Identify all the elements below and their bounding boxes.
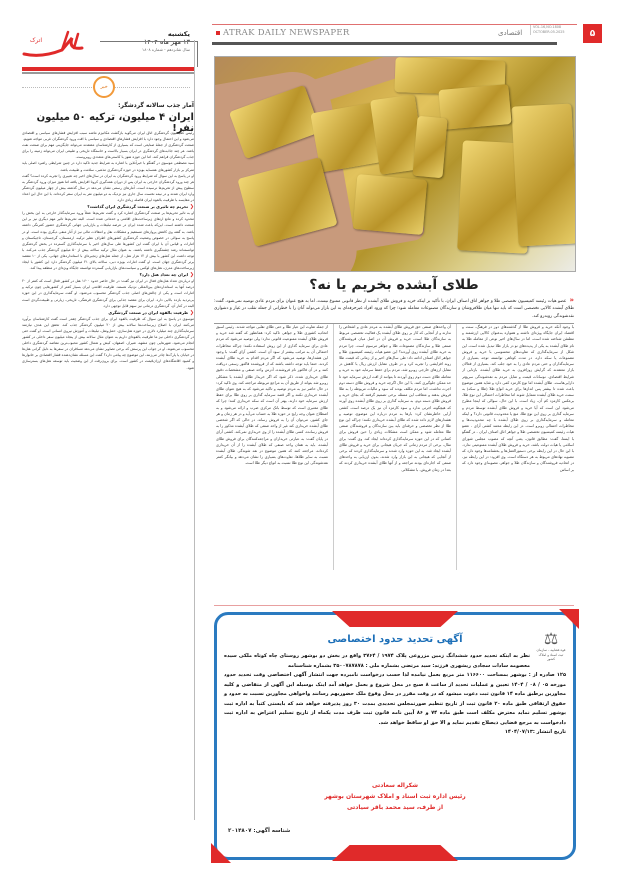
left-paragraph: او در پاسخ به این سوال که شرایط ورود گردشگران به ایران در سال‌های اخیر چه تغییری را تجربه کرده است؟ گفت هر چند ورود گردشگران خارجی به ایران پس از دوران همه‌گیری کرونا افزایش یافته اما هنوز میزان ورود گردشگر به سطوح پیش از تحریم‌ها نرسیده است. آمارهای رسمی نشان می‌دهد در سال گذشته بیش از چهار میلیون گردشگر وارد ایران شدند و در نیمه نخست سال جاری نیز نزدیک به دو میلیون نفر به ایران سفر کرده‌اند. با این حال این اعداد در مقایسه با ظرفیت بالقوه ایران فاصله زیادی دارد. <box>22 173 194 203</box>
main-column-1 <box>462 324 574 570</box>
ad-top-tab <box>332 611 458 627</box>
masthead-divider <box>100 41 198 42</box>
left-section-text: موسوی در پاسخ به این سوال که ظرفیت بالقوه ایران برای جذب گردشگر چقدر است گفت کارشناسان برآورد می‌کنند ایران با اصلاح زیرساخت‌ها سالانه بیش از ۲۰ میلیون گردشگر جذب کند. تحقق این هدف نیازمند سرمایه‌گذاری چند میلیارد دلاری در حوزه هتل‌سازی، حمل‌ونقل، تبلیغات و آموزش نیروی انسانی است. او گفت حتی در گردشگری داخلی نیز ما ظرفیت بالقوه‌ای داریم به عنوان مثال سالانه بیش از پنجاه میلیون سفر داخلی در کشور انجام می‌شود. شهرهایی چون مشهد، شیراز، اصفهان، کیش و شمال کشور محبوب‌ترین مقاصد گردشگری داخلی محسوب می‌شوند. او در جواب این پرسش که برخی تصاویر نشان می‌دهد مسافران در سفرها به دلیل گرانی هتل‌ها در خیابان یا پارک‌ها چادر می‌زنند، این موضوع چه پیامی دارد؟ گفت این مسئله نشان‌دهنده فشار اقتصادی بر خانوارها و کمبود اقامتگاه‌های ارزان‌قیمت در کشور است. برای برون‌رفت از این وضعیت باید توسعه هتل‌های بسترسازی شود. <box>22 316 194 370</box>
ad-separator <box>214 605 574 606</box>
red-rule <box>22 67 194 71</box>
ad-body-first: نظر به اینکه تحدید حدود ششدانگ زمین مزروعی پلاک ۱۹۷۴ / ۳۷۶۴ واقع در بخش دو بوشهر روستای چاه کوتاه ملکی سیده معصومه سادات سجادی ریشهری فرزند: سید مرتضی بشماره ملی : ۳۵۰۰۷۸۷۸۷۸ بشماره شناسنامه <box>224 653 531 669</box>
ad-signature <box>214 780 576 813</box>
main-column-text: آن واحدهای صنفی حق فروش طلای آبشده به مردم عادی و اشخاص را ندارند و از آنجایی که کار بر روی طلای آبشده یک فعالیت تخصصی مربوط به سازندگان طلا است، خرید و فروش آن در اصل میان فروشندگان صنفی طلا و سازندگان مصنوعات طلا و جواهر مرسوم است. چرا مردم به خرید طلای آبشده روی آوردند؟ این عضو هیات رئیسه کمیسیون طلا و جواهر اتاق اصناف ادامه داد: طی سال‌های اخیر و از زمانی که قیمت طلا روند افزایشی را تجربه کرد و در طرف مقابل ارزش ریال با کاهش در مقابل ارزهای خارجی روبرو شد، مردم برای حفظ سرمایه خود به خرید و معامله طلای دست دوم روی آوردند تا بتوانند از افت ارزش سرمایه خود تا حد ممکن جلوگیری کنند. با این حال اگرچه خرید و فروش طلای دسته دوم اجرت نداشت، اما مردم مکلف بودند که سود و مالیات مربوطه را به طلا فروش بدهند و متعاقب این مسئله برخی تصمیم گرفتند که بجای خرید و فروش طلای دسته دوم، به سرمایه گذاری بر روی طلای آبشده روی آورند که هیچگونه اجرتی ندارد و سود کارمزد آن نیز یک درصد است. کشتی آرایی خاطرنشان کرد: بارها به مردم درباره این موضوع، توصیه و هشدارهای لازم داده شده که طلای آبشده خریداری نکنند؛ چراکه این نوع طلا از نظر تخصصی و حرفه‌ای باید بین سازندگان و فروشندگان صنفی طلا معامله شود و ممکن است مشکلات زیادی را حین فروش برای کسانی که در این حوزه سرمایه‌گذاری کرده‌اند ایجاد کند. وی گفت: برای مثال، برخی از مردم زمانی که جریان هیجانی برای خرید و فروش طلای آبشده ایجاد شد، به این حوزه وارد شدند و سرمایه‌گذاری کردند که برخی از آنجایی که هیجانی به این بازار وارد شدند، بدون ارزیابی به واحدهای صنفی که اجاره‌ای بودند مراجعه و از آنها طلای آبشده خریداری کردند که بعدا در زمان فروش، با مشکلاتی <box>339 325 451 472</box>
ad-title: آگهی تحدید حدود اختصاصی <box>327 634 463 645</box>
left-paragraph: رئیس کمیسیون گردشگری اتاق ایران می‌گوید بازگشت مکانیزم ماشه سبب افزایش فشارهای سیاسی و اقتصادی می‌شود و این احتمال وجود دارد با افزایش فشارهای اقتصادی و سیاسی با افت ورود گردشگران غربی مواجه شویم. <box>22 131 194 142</box>
news-badge-row <box>18 76 194 98</box>
volume-info <box>530 25 565 35</box>
masthead-date-text: ۱۳ مهر ماه ۱۴۰۴ <box>143 38 190 46</box>
gold-bar <box>412 116 447 178</box>
ad-body-rest: ۱۲۵ صادره از : بوشهر بمساحت ۱۱۶۶۰۰ متر مربع بعمل نیامده لذا حسب درخواست نامبرده جهت انتشار آگهی اختصاصی وقت تحدید حدود مورخه ۰۵ / ۰۸ / ۱۴۰۴ تعیین و عملیات تحدید از ساعت ۸ صبح در محل شروع و بعمل خواهد آمد اینک بوسیله این آگهی از متقاضی و کلیه مجاورین برطبق ماده ۱۴ قانون ثبت دعوت میشود که در وقت مقرر در محل وقوع ملک حضوربهم رسانند واخواهی مجاورین نسبت به حدود و حقوق ارتفاقی طبق ماده ۲۰ قانون ثبت از تاریخ تنظیم صورتمجلس تحدیدی بمدت ۳۰ روز پذیرفته خواهد شد که بایستی کتباً به اداره ثبت بوشهر تسلیم نماید معترض مکلف است طبق ماده ۷۴ و ۸۶ آیین نامه قانون ثبت ظرف مدت یکماه از تاریخ تسلیم اعتراض به اداره ثبت دادخواست به مرجع قضایی ذیصلاح تقدیم نماید و الا حق او ساقط خواهد شد. <box>224 672 567 726</box>
english-date: OCTOBER.05.2025 <box>533 30 565 34</box>
left-article-body <box>22 130 194 371</box>
scales-of-justice-icon: ⚖ <box>543 629 559 648</box>
emblem-label: قوه قضاییه - سازمان ثبت اسناد و املاک کشور <box>536 648 566 661</box>
left-paragraph: سید مصطفی موسوی در گفتگو با خبرآنلاین با اشاره به شرایط جدید تاکید دارد در چنین شرایطی راهبرد اصلی باید تمرکز بر بازار کشورهای همسایه بویژه در حوزه گردشگری مذهبی، سلامت و طبیعت باشد. <box>22 161 194 172</box>
atrak-logo <box>22 28 94 58</box>
main-lead <box>214 297 574 324</box>
left-subheading: ❮ ایران چه تعداد هتل دارد؟ <box>22 272 194 278</box>
left-headline: ایران ۴ میلیون، ترکیه ۵۰ میلیون نفر! <box>36 112 194 134</box>
gold-bar <box>438 84 511 130</box>
column-rule <box>456 324 457 570</box>
masthead-vertical-divider <box>197 41 198 67</box>
logo-text: اترک <box>30 37 43 44</box>
masthead-issue: سال شانزدهم - شماره ۱۸۰۸ <box>142 47 190 52</box>
main-lead-text: عضو هیات رئیسه کمیسیون تخصصی طلا و جواهر اتاق اصناف ایران، با تأکید بر اینکه خرید و فروش طلای آبشده از نظر قانونی ممنوع نیست، اما به هیچ عنوان برای مردم عادی توصیه نمی‌شود، گفت: طلای آبشده کالایی تخصصی است که باید تنها میان طلافروشان و سازندگان مصنوعات معامله شود؛ چرا که ورود افراد غیرحرفه‌ای به این بازار می‌تواند آنان را با خطراتی از جمله تقلب در عیار و دشواری نقدشوندگی روبه‌رو کند. <box>214 299 574 319</box>
left-paragraph: صنعت گردشگری از جملهٔ صنایعی است که بسیاری از کارشناسان معتقدند می‌تواند جایگزینی مهم برای صنعت نفت باشد. هر چند جاذبه‌های گردشگری در ایران بسیار بالاست و خاستگاه تاریخی و طبیعی ایران می‌تواند زمینه را برای جذب گردشگران فراهم کند، اما این حوزه هنوز با کاستی‌های متعددی روبروست. <box>22 143 194 160</box>
gold-bars-photo <box>214 56 576 272</box>
gray-rule <box>22 72 194 74</box>
ad-publish-date: تاریخ انتشار :۱۴۰۴/۰۷/۱۳ <box>504 729 566 735</box>
masthead <box>18 24 194 66</box>
section-name: اقتصادی <box>498 29 523 37</box>
main-column-2 <box>339 324 451 570</box>
main-column-text: از جمله تفاوت این عیار طلا و حتی طلای تقلبی مواجه شدند. رئیس اسبق اتحادیه کشوری طلا و جواهر، تاکید کرد: همانطور که گفته شد خرید و فروش طلای آبشده ممنوعیت قانونی ندارد؛ ولی توصیه می‌شود که مردم عادی برای سرمایه گذاری از این روش استفاده نکنند؛ چراکه مخاطرات احتمالی آن به مراتب بیشتر از سود آن است. کشتی آرای گفت: با وجود این هشدارها، توصیه می‌شود که اگر مردم اقدام به خرید طلای آبشده کردند، حتما باید توجه داشته باشند که از فروشنده فاکتور رسمی دریافت کنند و در آن فاکتور نام فروشنده، آدرس واحد صنفی و مشخصات دقیق طلای خریداری شده، ذکر شود که اگر خریدار طلای آبشده با مشکلی روبرو شد بتواند از طریق آن به مراجع مربوطه مراجعه کند. وی تاکید کرد: در حال حاضر نیز به مردم توصیه و تاکید می‌شود که به هیچ عنوان طلای آبشده خریداری نکنند و اگر قصد سرمایه گذاری بر روی طلا برای حفظ ارزش سرمایه خود دارند، بهتر آن است که سکه خریداری کنند؛ چرا که طلای معتبری است که توسط بانک مرکزی ضرب و ارائه می‌شود و به اصطلاح عنوان وجه رایج در حوزه طلا به حساب می‌آید و در هر زمان و هر جای کشور، می‌توان آن را به فروش رساند. در حالی که اگر شخصی طلای آبشده خریداری کند غیر از واحد صنفی که طلای آبشده مذکور را به فروش رسانده، کسی طلای آبشده را از وی خریداری نمی‌کند. کشتی آرای در پایان گفت: به عبارتی خریداران و مراجعه‌کنندگان برای فروش طلای آبشده، باید به همان واحد صنفی که طلای آبشده را از آن خریداری کرده‌اند، مراجعه کنند که همین موضوع در نقد شوندگی طلای آبشده نسبت به سایر طلاها، تفاوت‌های بسیاری را نشان می‌دهد و بیانگر کمتر نقدشوندگی این نوع طلا نسبت به انواع دیگر طلا است. <box>216 325 328 466</box>
column-rule <box>333 324 334 570</box>
ad-bottom-tab <box>332 845 458 861</box>
legal-notice-ad <box>214 612 576 860</box>
left-column <box>18 24 194 824</box>
main-headline: طلای آبشده بخریم یا نه؟ <box>309 277 479 293</box>
left-kicker: آمار جذب سالانه گردشگر: <box>118 102 194 109</box>
ad-body <box>224 652 566 738</box>
header-underline <box>212 42 557 45</box>
masthead-date <box>100 30 190 54</box>
gold-bar <box>353 174 428 235</box>
signer-name: شکراله سعادتی <box>371 782 419 789</box>
left-subheading: ❮ ظرفیت بالقوه ایران در صنعت گردشگری <box>22 310 194 316</box>
column-rule <box>194 40 195 820</box>
brand-name: ATRAK DAILY NEWSPAPER <box>216 28 350 38</box>
signer-title: رئیس اداره ثبت اسناد و املاک شهرستان بوشهر <box>324 793 466 800</box>
masthead-day: یکشنبه <box>167 30 190 38</box>
left-subheading: ❮ تحریم چه تاثیری بر صنعت گردشگری ایران گذاشت؟ <box>22 204 194 210</box>
main-column-text: با وجود آنکه خرید و فروش طلا از گذشته‌های دور در فرهنگ، سنت و اقتصاد ایران جایگاه ویژه‌ای داشته و همواره به‌عنوان کالایی ارزشمند و مطمئن شناخته شده است، اما در سال‌های اخیر نوعی از معامله طلا به نام طلای آبشده به یکی از پدیده‌های نو در بازار طلا تبدیل شده است. این شکل از سرمایه‌گذاری که تفاوت‌های محسوسی با خرید و فروش مصنوعات یا سکه دارد، در مدت کوتاهی توانسته توجه بسیاری از سرمایه‌گذاران و حتی مردم عادی را به خود جلب کند. بسیاری از فعالان بازار معتقدند که گرایش روزافزون به خرید طلای آبشده، بازتابی از شرایط اقتصادی، نوسانات قیمت و تمایل مردم به نقدشوندگی سریع‌تر دارایی‌هاست. طلای آبشده اما نوع کارمزد کمی دارد و شاید همین موضوع باعث شده تا بیشتر پس اندازها برای خرید انواع طلا (طلا و سکه) به سمت خرید طلای آبشده متمایل شوند اما مخاطرات احتمالی این نوع طلا، برعکس کارمزد کم آن، زیاد است. با این حال، سوالی که اینجا مطرح می‌شود این است که آیا خرید و فروش طلای آبشده توسط مردم و سرمایه گذاری بر روی این نوع طلا، منع یا محدودیت قانونی دارد؟ و اینکه معامله و سرمایه‌گذاری بر روی طلای آبشده با چه محدودیت‌ها و مخاطرات احتمالی روبرو است. در این رابطه محمد کشتی آرای - عضو هیات رئیسه کمیسیون تخصصی طلا و جواهر اتاق اصناف ایران - در گفتگو با ایسنا، گفت: مطابق قانون، یعنی آنچه که مصوب مجلس شورای اسلامی یا هیات دولت باشد، خرید و فروش طلای آبشده ممنوعیتی ندارد. با این حال در این رابطه برخی دستورالعمل‌ها و بخشنامه‌ها وجود دارد که مصوبه نهادهای مربوط به هر دستگاه است. وی افزود: در این رابطه نیز، در اتحادیه فروشندگان و سازندگان طلا و جواهر، مصوبه‌ای وجود دارد که بر اساس <box>462 325 574 472</box>
news-badge: خبر <box>93 76 115 98</box>
ad-id: شناسه آگهی: ۲۰۱۴۸۰۷ <box>228 828 291 834</box>
main-column-3 <box>216 324 328 570</box>
left-section-text: او درباره‌ی تعداد هتل‌های فعال در ایران نیز گفت: در حال حاضر حدود ۱۶۰۰ هتل در کشور فعال است که کمتر از ۲۰ درصد آنها به استانداردهای بین‌المللی نزدیک هستند. ظرفیت اقامتی ایران بسیار کمتر از کشورهایی چون ترکیه و امارات است و یکی از چالش‌های اصلی جذب گردشگر محسوب می‌شود. او گفت سرمایه‌گذاری در این حوزه بی‌تردید بازده بالایی دارد. ایران برای مقصد جذابی برای گردشگری فرهنگی، تاریخی، زیارتی و طبیعت‌گردی است البته در کنار آن، گردشگری درمانی نیز سهم قابل توجهی دارد. <box>22 279 194 308</box>
left-section-text: او به تاثیر تحریم‌ها بر صنعت گردشگری اشاره کرد و گفت تحریم‌ها عملاً ورود سرمایه‌گذار خارجی به این بخش را محدود کرده و مانع ارتقای زیرساخت‌های اقامتی و خدماتی شده است. البته تحریم‌ها تاثیر مهم دیگری نیز بر این صنعت داشته است. این‌که باعث شده ایران در عرصه تبلیغات و بازاریابی جهانی گردشگری حضور کمرنگی داشته باشد. به گفته وی کاهش پروازهای مستقیم و مشکلات نقل و انتقالات مالی نیز از آثار منفی دیگری بوده است. او در پاسخ به سوالی در خصوص وضعیت گردشگری کشورهای اطراف نظیر ترکیه، ارمنستان، گرجستان، تاجیکستان و امارات و قیاس آن با ایران گفت این کشورها طی سال‌های اخیر با سرمایه‌گذاری گسترده در بخش گردشگری توانسته‌اند رشد چشمگیری داشته باشند. به عنوان مثال ترکیه سالانه بیش از ۵۰ میلیون گردشگر جذب می‌کند. با توجه داشت این کشور با بیش از ۱۲ هزار هتل، از جمله هتل‌های زنجیره‌ای با استانداردهای جهانی، یکی از ۱۰ مقصد برتر گردشگری جهان است. او گفت امارات بویژه دبی، سالانه بالای ۲۱ میلیون گردشگر دارد این کشور با ایجاد زیرساخت‌های مدرن، هتل‌های لوکس و سیاست‌های بازاریابی گسترده توانسته جایگاه ویژه‌ای در منطقه پیدا کند. <box>22 211 194 271</box>
signer-on-behalf: از طرف، سید محمد باقر سیادتی <box>346 804 444 811</box>
gold-bar <box>511 104 576 247</box>
page-number: ۵ <box>583 24 602 43</box>
volume-number: VOL.16,NO.1808 <box>533 25 562 29</box>
